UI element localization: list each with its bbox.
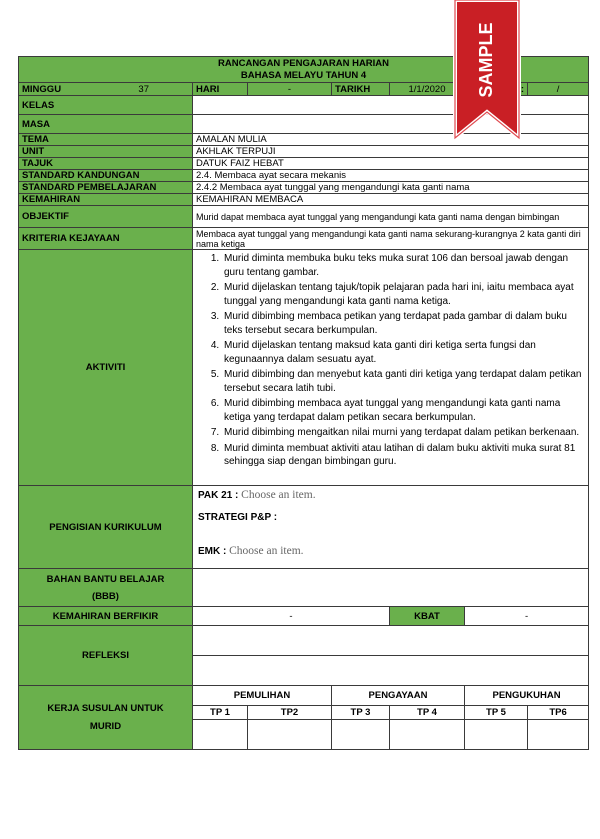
tp5-header: TP 5: [465, 706, 528, 720]
masa-tail-value: /: [528, 83, 589, 96]
refleksi-line-1[interactable]: [193, 626, 589, 656]
tp2-header: TP2: [248, 706, 332, 720]
kerja-susulan-label-line2: MURID: [89, 720, 122, 732]
bbb-label-line1: BAHAN BANTU BELAJAR: [46, 573, 165, 585]
sample-ribbon: [452, 0, 522, 160]
tp1-cell[interactable]: [193, 720, 248, 750]
standard-kandungan-label: STANDARD KANDUNGAN: [19, 170, 193, 182]
emk-dropdown[interactable]: Choose an item.: [229, 545, 304, 557]
pak21-row: [198, 490, 583, 512]
strategi-row: [198, 512, 583, 546]
kerja-susulan-label-line1: KERJA SUSULAN UNTUK: [47, 702, 164, 714]
tp5-cell[interactable]: [465, 720, 528, 750]
pemulihan-header: PEMULIHAN: [193, 686, 332, 706]
emk-label: EMK :: [198, 546, 227, 557]
header-title-line2: BAHASA MELAYU TAHUN 4: [240, 69, 367, 81]
tp4-header: TP 4: [390, 706, 465, 720]
tp2-cell[interactable]: [248, 720, 332, 750]
refleksi-line-2[interactable]: [193, 656, 589, 686]
pengayaan-header: PENGAYAAN: [332, 686, 465, 706]
tp4-cell[interactable]: [390, 720, 465, 750]
tajuk-value: DATUK FAIZ HEBAT: [193, 158, 589, 170]
tp1-header: TP 1: [193, 706, 248, 720]
tarikh-value: 1/1/2020: [390, 83, 465, 96]
standard-pembelajaran-value: 2.4.2 Membaca ayat tunggal yang mengandungi kata ganti nama: [193, 182, 589, 194]
bbb-label: [19, 569, 193, 607]
header-title-line1: RANCANGAN PENGAJARAN HARIAN: [218, 57, 390, 69]
kriteria-kejayaan-label: KRITERIA KEJAYAAN: [19, 228, 193, 250]
tajuk-label: TAJUK: [19, 158, 193, 170]
tp3-header: TP 3: [332, 706, 390, 720]
aktiviti-item: 8. Murid diminta membuat aktiviti atau latihan di dalam buku aktiviti muka surat 81 sehingga siap dengan bimbingan guru.: [222, 442, 585, 469]
masa-label: MASA: [19, 115, 193, 134]
refleksi-label: REFLEKSI: [19, 626, 193, 686]
masa-tail-label: :: [465, 83, 528, 96]
emk-row: [198, 546, 583, 557]
kelas-value[interactable]: [193, 96, 589, 115]
minggu-value: 37: [138, 83, 149, 95]
kbat-value: -: [465, 607, 589, 626]
pak21-dropdown[interactable]: Choose an item.: [241, 489, 316, 501]
sample-watermark-text: SAMPLE: [475, 22, 496, 98]
tema-value: AMALAN MULIA: [193, 134, 589, 146]
tp6-cell[interactable]: [528, 720, 589, 750]
minggu-label: MINGGU: [22, 83, 62, 95]
unit-value: AKHLAK TERPUJI: [193, 146, 589, 158]
aktiviti-list: [196, 252, 585, 469]
aktiviti-item: 7. Murid dibimbing mengaitkan nilai murni yang terdapat dalam petikan berkenaan.: [222, 426, 585, 440]
objektif-value: Murid dapat membaca ayat tunggal yang mengandungi kata ganti nama dengan bimbingan: [193, 206, 589, 228]
aktiviti-item: 4. Murid dijelaskan tentang maksud kata ganti diri ketiga serta fungsi dan kegunaannya dalam sesuatu ayat.: [222, 339, 585, 366]
pengisian-kurikulum-label: PENGISIAN KURIKULUM: [19, 486, 193, 569]
minggu-cell: [19, 83, 193, 96]
tema-label: TEMA: [19, 134, 193, 146]
aktiviti-content: [193, 250, 589, 486]
aktiviti-item: 5. Murid dibimbing dan menyebut kata ganti diri ketiga yang terdapat dalam petikan tersebut secara latih tubi.: [222, 368, 585, 395]
kelas-label: KELAS: [19, 96, 193, 115]
kemahiran-label: KEMAHIRAN: [19, 194, 193, 206]
standard-kandungan-value: 2.4. Membaca ayat secara mekanis: [193, 170, 589, 182]
pengisian-kurikulum-content: [193, 486, 589, 569]
aktiviti-item: 1. Murid diminta membuka buku teks muka surat 106 dan bersoal jawab dengan guru tentang gambar.: [222, 252, 585, 279]
bbb-value[interactable]: [193, 569, 589, 607]
aktiviti-item: 2. Murid dijelaskan tentang tajuk/topik pelajaran pada hari ini, iaitu membaca ayat tunggal yang mengandungi kata ganti nama ketiga.: [222, 281, 585, 308]
bbb-label-line2: (BBB): [92, 590, 119, 602]
aktiviti-item: 3. Murid dibimbing membaca petikan yang terdapat pada gambar di dalam buku teks tersebut secara berkumpulan.: [222, 310, 585, 337]
kbat-label: KBAT: [390, 607, 465, 626]
hari-label: HARI: [193, 83, 248, 96]
objektif-label: OBJEKTIF: [19, 206, 193, 228]
tp6-header: TP6: [528, 706, 589, 720]
pengukuhan-header: PENGUKUHAN: [465, 686, 589, 706]
tarikh-label: TARIKH: [332, 83, 390, 96]
aktiviti-item: 6. Murid dibimbing membaca ayat tunggal yang mengandungi kata ganti nama ketiga yang terdapat dalam petikan secara berkumpulan.: [222, 397, 585, 424]
standard-pembelajaran-label: STANDARD PEMBELAJARAN: [19, 182, 193, 194]
tp3-cell[interactable]: [332, 720, 390, 750]
kemahiran-berfikir-label: KEMAHIRAN BERFIKIR: [19, 607, 193, 626]
kerja-susulan-label: [19, 686, 193, 750]
rph-table: [18, 56, 589, 750]
kriteria-kejayaan-value: Membaca ayat tunggal yang mengandungi kata ganti nama sekurang-kurangnya 2 kata ganti diri nama ketiga: [193, 228, 589, 250]
aktiviti-label: AKTIVITI: [19, 250, 193, 486]
masa-value[interactable]: [193, 115, 589, 134]
hari-value: -: [248, 83, 332, 96]
strategi-label: STRATEGI P&P :: [198, 512, 278, 523]
kemahiran-value: KEMAHIRAN MEMBACA: [193, 194, 589, 206]
kemahiran-berfikir-value: -: [193, 607, 390, 626]
unit-label: UNIT: [19, 146, 193, 158]
pak21-label: PAK 21 :: [198, 490, 239, 501]
